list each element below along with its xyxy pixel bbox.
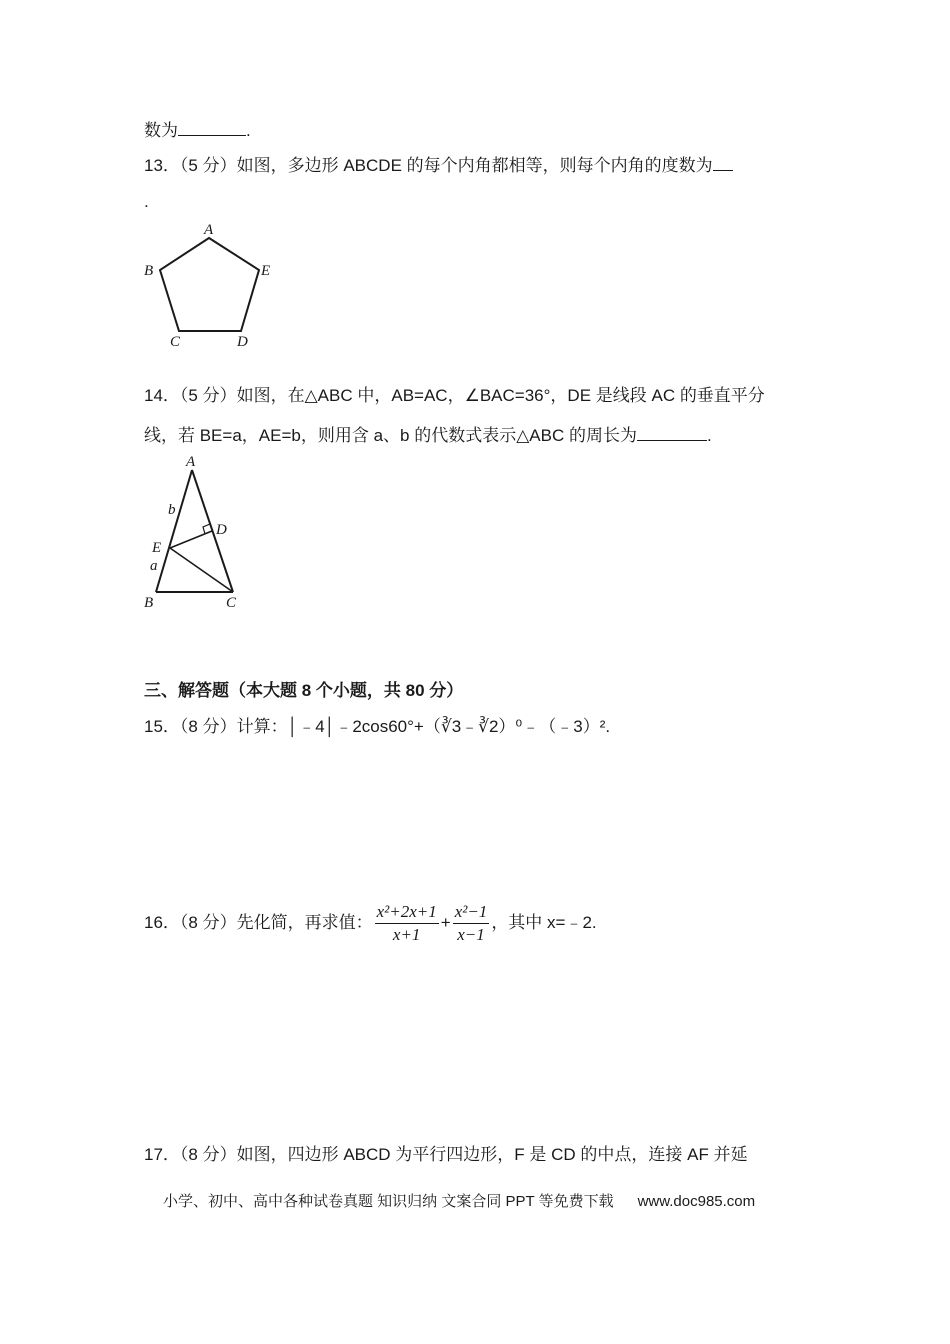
fraction-1-numerator: x²+2x+1 xyxy=(375,901,439,924)
plus-sign: + xyxy=(440,913,451,932)
question-14-line2 xyxy=(144,422,712,448)
question-tail: ，其中 x=﹣2. xyxy=(491,913,597,932)
question-number: 14． xyxy=(144,386,180,405)
vertex-label-c: C xyxy=(226,595,237,611)
fraction-1 xyxy=(375,901,439,946)
question-number: 17． xyxy=(144,1145,180,1164)
question-16 xyxy=(144,898,597,948)
side-ac xyxy=(192,470,233,592)
vertex-label-b: B xyxy=(144,595,154,611)
vertex-label-d: D xyxy=(216,522,227,538)
pentagon-abcde xyxy=(160,238,259,331)
question-number: 15． xyxy=(144,717,180,736)
segment-ec xyxy=(170,548,233,592)
question-score: （8 分） xyxy=(179,913,237,932)
question-score: （8 分） xyxy=(179,1145,237,1164)
vertex-label-a: A xyxy=(186,454,196,470)
question-15 xyxy=(144,715,610,739)
answer-blank xyxy=(637,422,707,441)
vertex-label-d: D xyxy=(237,334,248,350)
segment-ed xyxy=(170,531,212,548)
segment-label-b: b xyxy=(168,502,176,518)
fraction-2 xyxy=(453,901,490,946)
question-score: （5 分） xyxy=(179,156,237,175)
period: . xyxy=(246,121,251,140)
segment-label-a: a xyxy=(150,558,158,574)
section-heading: 三、解答题（本大题 8 个小题，共 80 分） xyxy=(144,681,464,700)
answer-blank xyxy=(713,152,733,171)
question-14-line1 xyxy=(144,384,765,408)
period: . xyxy=(706,426,712,445)
vertex-label-c: C xyxy=(170,334,181,350)
question-score: （8 分） xyxy=(179,717,237,736)
question-text-cont: 线，若 BE=a，AE=b，则用含 a、b 的代数式表示△ABC 的周长为 xyxy=(144,426,637,445)
question-text: 先化简，再求值： xyxy=(236,913,373,932)
question-text: 计算：│﹣4│﹣2cos60°+（∛3﹣∛2）⁰﹣（﹣3）². xyxy=(236,717,611,736)
prev-question-tail xyxy=(144,117,251,143)
vertex-label-a: A xyxy=(204,222,214,238)
triangle-figure xyxy=(140,452,250,612)
side-ab xyxy=(156,470,192,592)
fraction-1-denominator: x+1 xyxy=(392,925,421,945)
question-score: （5 分） xyxy=(179,386,237,405)
vertex-label-b: B xyxy=(144,263,154,279)
answer-blank xyxy=(178,117,246,136)
vertex-label-e: E xyxy=(261,263,271,279)
footer-url[interactable]: www.doc985.com xyxy=(637,1193,756,1210)
fraction-2-numerator: x²−1 xyxy=(453,901,490,924)
question-text: 如图，在△ABC 中，AB=AC，∠BAC=36°，DE 是线段 AC 的垂直平分 xyxy=(236,386,765,405)
fraction-2-denominator: x−1 xyxy=(457,925,485,945)
question-13 xyxy=(144,152,733,178)
page-footer xyxy=(163,1190,755,1211)
question-number: 13． xyxy=(144,156,180,175)
question-text: 如图，四边形 ABCD 为平行四边形，F 是 CD 的中点，连接 AF 并延 xyxy=(236,1145,748,1164)
pentagon-figure xyxy=(138,220,288,352)
prev-question-text: 数为 xyxy=(144,121,178,140)
question-17 xyxy=(144,1143,748,1167)
question-13-end: . xyxy=(144,192,149,211)
question-text: 如图，多边形 ABCDE 的每个内角都相等，则每个内角的度数为 xyxy=(236,156,713,175)
vertex-label-e: E xyxy=(152,540,162,556)
question-number: 16． xyxy=(144,913,180,932)
footer-text: 小学、初中、高中各种试卷真题 知识归纳 文案合同 PPT 等免费下载 xyxy=(163,1193,614,1210)
